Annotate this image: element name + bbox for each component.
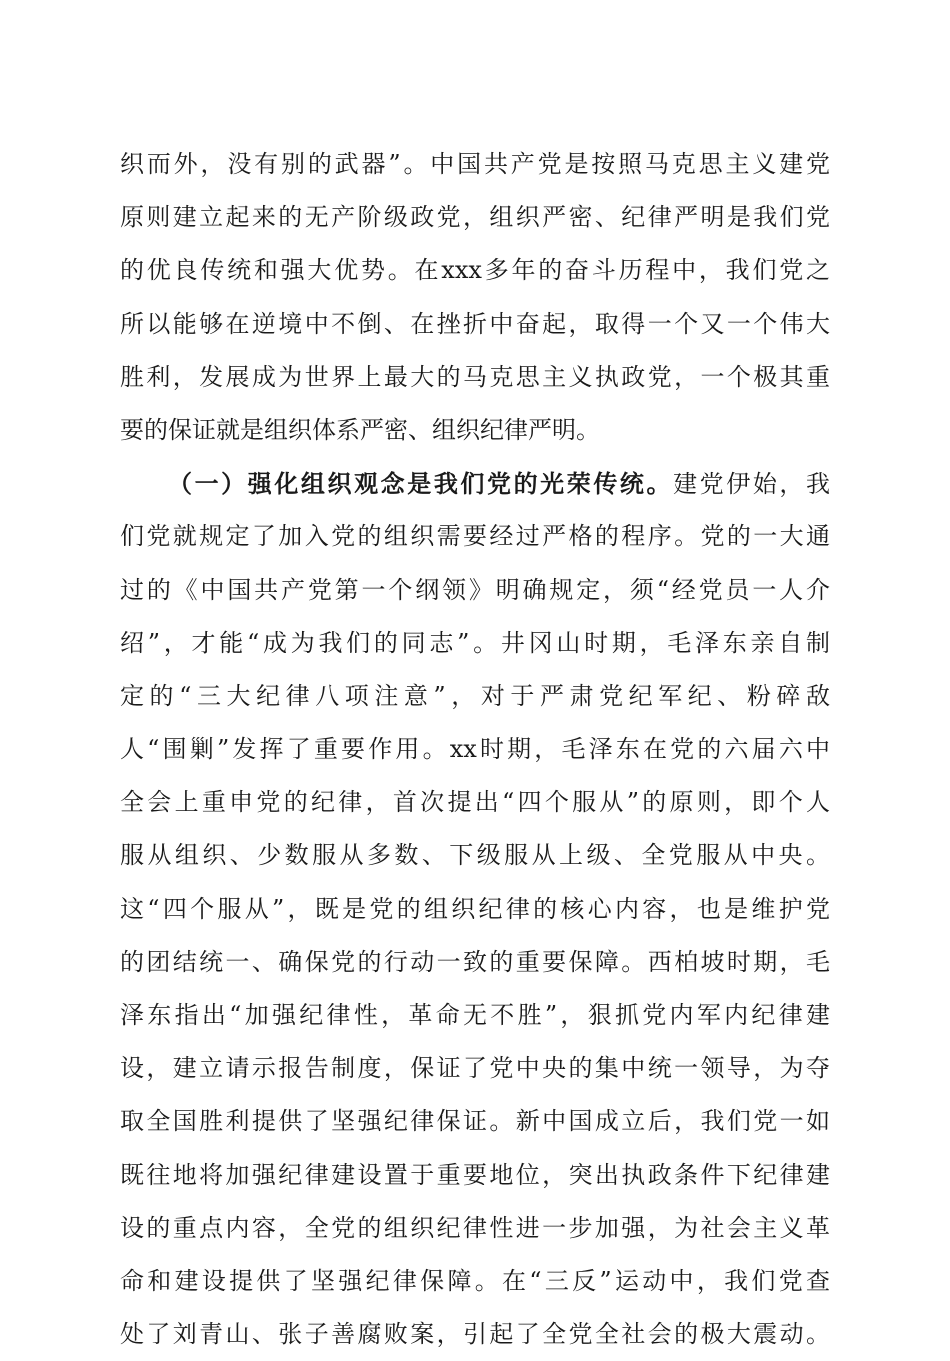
body-text <box>120 138 830 1361</box>
text-line: 原则建立起来的无产阶级政党，组织严密、纪律严明是我们党 <box>120 203 830 232</box>
text-line: 处了刘青山、张子善腐败案，引起了全党全社会的极大震动。 <box>120 1320 830 1349</box>
text-line: 取全国胜利提供了坚强纪律保证。新中国成立后，我们党一如 <box>120 1107 830 1136</box>
text-line: 要的保证就是组织体系严密、组织纪律严明。 <box>120 415 600 444</box>
text-line: 泽东指出“加强纪律性，革命无不胜”，狠抓党内军内纪律建 <box>120 1001 830 1029</box>
text-line: 的优良传统和强大优势。在xxx多年的奋斗历程中，我们党之 <box>120 256 830 285</box>
text-line: 既往地将加强纪律建设置于重要地位，突出执政条件下纪律建 <box>120 1160 830 1189</box>
text-line: 设，建立请示报告制度，保证了党中央的集中统一领导，为夺 <box>120 1054 830 1083</box>
text-line: 过的《中国共产党第一个纲领》明确规定，须“经党员一人介 <box>120 575 830 604</box>
text-line: 命和建设提供了坚强纪律保障。在“三反”运动中，我们党查 <box>120 1266 830 1295</box>
text-line: 所以能够在逆境中不倒、在挫折中奋起，取得一个又一个伟大 <box>120 309 830 338</box>
text-line: 胜利，发展成为世界上最大的马克思主义执政党，一个极其重 <box>120 362 830 391</box>
text-line: 定的“三大纪律八项注意”，对于严肃党纪军纪、粉碎敌 <box>120 681 830 710</box>
text-line: 绍”，才能“成为我们的同志”。井冈山时期，毛泽东亲自制 <box>120 628 830 657</box>
section-first-line <box>120 457 830 510</box>
text-line: 服从组织、少数服从多数、下级服从上级、全党服从中央。 <box>120 841 830 870</box>
text-line: 们党就规定了加入党的组织需要经过严格的程序。党的一大通 <box>120 522 830 551</box>
text-line: 全会上重申党的纪律，首次提出“四个服从”的原则，即个人 <box>120 788 830 817</box>
section-first-line-text: 建党伊始，我 <box>673 470 830 499</box>
text-line: 这“四个服从”，既是党的组织纪律的核心内容，也是维护党 <box>120 894 830 923</box>
section-heading: （一）强化组织观念是我们党的光荣传统。 <box>168 469 674 499</box>
text-line: 设的重点内容，全党的组织纪律性进一步加强，为社会主义革 <box>120 1213 830 1242</box>
text-line: 人“围剿”发挥了重要作用。xx时期，毛泽东在党的六届六中 <box>120 735 830 764</box>
text-line: 的团结统一、确保党的行动一致的重要保障。西柏坡时期，毛 <box>120 947 830 976</box>
text-line: 织而外，没有别的武器”。中国共产党是按照马克思主义建党 <box>120 150 830 178</box>
